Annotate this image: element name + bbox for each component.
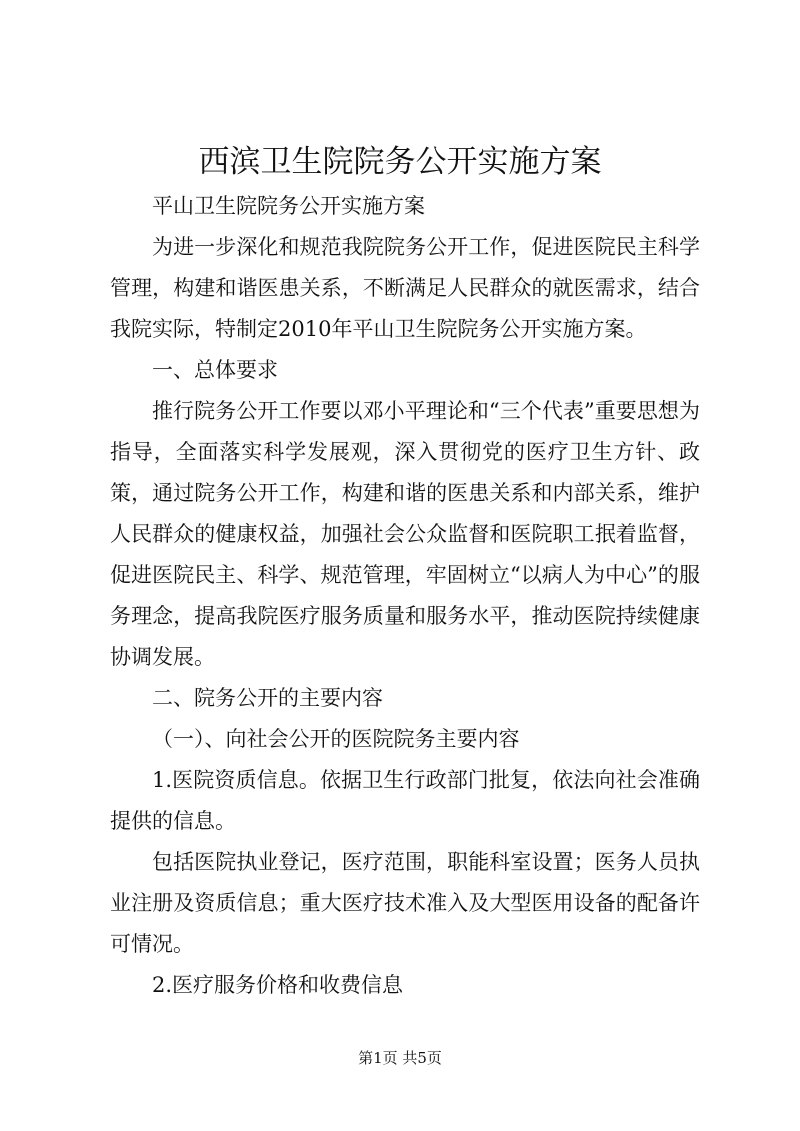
- intro-paragraph: 为进一步深化和规范我院院务公开工作，促进医院民主科学管理，构建和谐医患关系，不断满足人民群众的就医需求，结合我院实际，特制定2010年平山卫生院院务公开实施方案。: [110, 235, 700, 341]
- subtitle-paragraph: 平山卫生院院务公开实施方案: [152, 194, 425, 218]
- document-title: 西滨卫生院院务公开实施方案: [198, 144, 602, 180]
- section-heading-general-requirements: 一、总体要求: [152, 358, 278, 382]
- section-heading-main-contents: 二、院务公开的主要内容: [152, 686, 383, 710]
- item-service-prices: 2.医疗服务价格和收费信息: [152, 973, 404, 997]
- qualification-details-paragraph: 包括医院执业登记，医疗范围，职能科室设置；医务人员执业注册及资质信息；重大医疗技术准入及大型医用设备的配备许可情况。: [110, 850, 700, 956]
- subsection-heading-public-contents: （一）、向社会公开的医院院务主要内容: [152, 727, 520, 751]
- general-requirements-paragraph: 推行院务公开工作要以邓小平理论和“三个代表”重要思想为指导，全面落实科学发展观，深入贯彻党的医疗卫生方针、政策，通过院务公开工作，构建和谐的医患关系和内部关系，维护人民群众的健康权益，加强社会公众监督和医院职工抿着监督，促进医院民主、科学、规范管理，牢固树立“以病人为中心”的服务理念，提高我院医疗服务质量和服务水平，推动医院持续健康协调发展。: [110, 399, 700, 669]
- item-hospital-qualification: 1.医院资质信息。依据卫生行政部门批复，依法向社会准确提供的信息。: [110, 768, 700, 833]
- page-number-footer: 第1页 共5页: [358, 1049, 442, 1067]
- document-body: [110, 186, 700, 1006]
